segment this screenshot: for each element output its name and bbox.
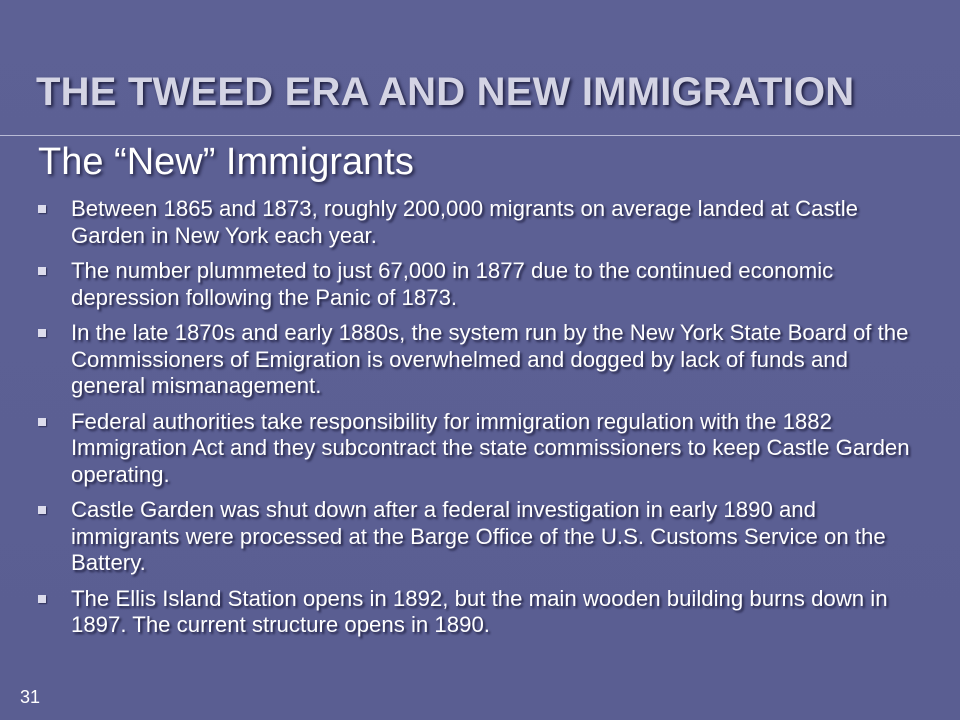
bullet-list (38, 196, 918, 648)
bullet-text: Castle Garden was shut down after a federal investigation in early 1890 and immigrants were processed at the Barge Office of the U.S. Customs Service on the Battery. (71, 497, 886, 575)
bullet-item (38, 258, 918, 311)
page-number: 31 (20, 687, 41, 707)
bullet-item (38, 409, 918, 489)
square-bullet-icon (38, 418, 46, 426)
square-bullet-icon (38, 267, 46, 275)
bullet-text: The Ellis Island Station opens in 1892, but the main wooden building burns down in 1897. The current structure opens in 1890. (71, 585, 888, 637)
bullet-text: The number plummeted to just 67,000 in 1877 due to the continued economic depression following the Panic of 1873. (71, 258, 834, 310)
bullet-text: Federal authorities take responsibility for immigration regulation with the 1882 Immigration Act and they subcontract the state commissioners to keep Castle Garden operating. (71, 408, 910, 487)
square-bullet-icon (38, 329, 46, 337)
bullet-text: In the late 1870s and early 1880s, the system run by the New York State Board of the Commissioners of Emigration is overwhelmed and dogged by lack of funds and general mismanagement. (71, 320, 909, 398)
square-bullet-icon (38, 506, 46, 514)
bullet-item (38, 497, 918, 577)
slide-subtitle: The “New” Immigrants (38, 141, 414, 183)
bullet-item (38, 196, 918, 249)
bullet-item (38, 586, 918, 639)
bullet-item (38, 320, 918, 400)
bullet-text: Between 1865 and 1873, roughly 200,000 migrants on average landed at Castle Garden in New York each year. (71, 196, 858, 248)
slide-title: THE TWEED ERA AND NEW IMMIGRATION (36, 70, 855, 114)
square-bullet-icon (38, 595, 46, 603)
square-bullet-icon (38, 205, 46, 213)
title-divider (0, 135, 960, 136)
